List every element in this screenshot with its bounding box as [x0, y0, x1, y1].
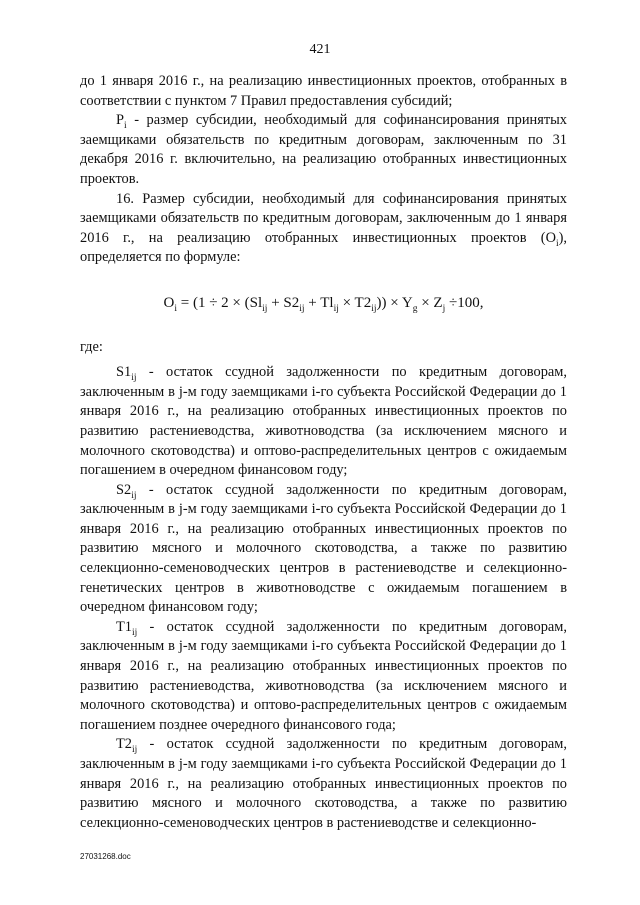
- paragraph-pi: [80, 111, 567, 189]
- s1-definition: - остаток ссудной задолженности по кредитным договорам, заключенным в j-м году заемщиками i-го субъекта Российской Федерации до 1 января 2016 г., на реализацию отобранных инвестиционных проектов по развитию растениеводства, животноводства (за исключением мясного и молочного скотоводства) и оптово-распределительных центров с ожидаемым погашением в очередном финансовом году;: [80, 364, 567, 479]
- paragraph-s1: [80, 363, 567, 481]
- paragraph-t1: [80, 618, 567, 736]
- p16-text-2: ), определяется по формуле:: [80, 229, 567, 266]
- p16-sub: i: [555, 238, 559, 249]
- formula-part: = (1 ÷ 2 × (Sl: [177, 294, 263, 311]
- formula-part: ÷100,: [445, 294, 484, 311]
- formula-sub: ij: [333, 303, 339, 314]
- formula-lhs: O: [163, 294, 175, 311]
- footer-filename: 27031268.doc: [80, 852, 131, 861]
- formula-part: )) × Y: [376, 294, 413, 311]
- page-number: 421: [309, 42, 331, 57]
- pi-definition: - размер субсидии, необходимый для софинансирования принятых заемщиками обязательств по кредитным договорам, заключенным по 31 декабря 2016 г. включительно, на реализацию отобранных инвестиционных проектов.: [80, 112, 567, 187]
- paragraph-16: [80, 190, 567, 268]
- formula-sub: ij: [262, 303, 268, 314]
- t1-definition: - остаток ссудной задолженности по кредитным договорам, заключенным в j-м году заемщиками i-го субъекта Российской Федерации до 1 января 2016 г., на реализацию отобранных инвестиционных проектов по развитию растениеводства, животноводства (за исключением мясного и молочного скотоводства) и оптово-распределительных центров с ожидаемым погашением позднее очередного финансового года;: [80, 618, 567, 733]
- symbol-s2-sub: ij: [131, 490, 137, 501]
- symbol-pi-sub: i: [124, 121, 127, 132]
- symbol-t2: T2: [116, 736, 132, 753]
- s2-definition: - остаток ссудной задолженности по кредитным договорам, заключенным в j-м году заемщиками i-го субъекта Российской Федерации до 1 января 2016 г., на реализацию отобранных инвестиционных проектов по развитию мясного и молочного скотоводства, а также по развитию селекционно-семеноводческих центров в растениеводстве и селекционно-генетических центров в животноводстве с ожидаемым погашением в очередном финансовом году;: [80, 481, 567, 616]
- formula-part: + Tl: [304, 294, 334, 311]
- formula-part: × T2: [338, 294, 372, 311]
- symbol-t2-sub: ij: [132, 745, 138, 756]
- t2-definition: - остаток ссудной задолженности по кредитным договорам, заключенным в j-м году заемщиками i-го субъекта Российской Федерации до 1 января 2016 г., на реализацию отобранных инвестиционных проектов по развитию мясного и молочного скотоводства, а также по развитию селекционно-семеноводческих центров в растениеводстве и селекционно-: [80, 736, 567, 831]
- document-body: [80, 72, 567, 833]
- formula-sub: j: [442, 303, 446, 314]
- paragraph-t2: [80, 735, 567, 833]
- p16-text-1: 16. Размер субсидии, необходимый для софинансирования принятых заемщиками обязательств по кредитным договорам, заключенным до 1 января 2016 г., на реализацию отобранных инвестиционных проектов (O: [80, 190, 567, 246]
- formula-sub: g: [412, 303, 418, 314]
- paragraph-s2: [80, 481, 567, 618]
- formula-sub: ij: [299, 303, 305, 314]
- paragraph-where: [80, 338, 567, 358]
- symbol-s2: S2: [116, 481, 132, 498]
- formula: [80, 294, 567, 314]
- formula-lhs-sub: i: [174, 303, 177, 314]
- formula-sub: ij: [371, 303, 377, 314]
- formula-part: + S2: [267, 294, 300, 311]
- symbol-pi: P: [116, 112, 125, 129]
- symbol-t1: T1: [116, 618, 132, 635]
- where-label: где:: [80, 338, 103, 355]
- symbol-s1-sub: ij: [131, 373, 137, 383]
- paragraph-intro: до 1 января 2016 г., на реализацию инвестиционных проектов, отобранных в соответствии с пунктом 7 Правил предоставления субсидий;: [80, 73, 567, 109]
- symbol-t1-sub: ij: [132, 627, 138, 638]
- symbol-s1: S1: [116, 364, 132, 381]
- formula-part: × Z: [417, 294, 443, 311]
